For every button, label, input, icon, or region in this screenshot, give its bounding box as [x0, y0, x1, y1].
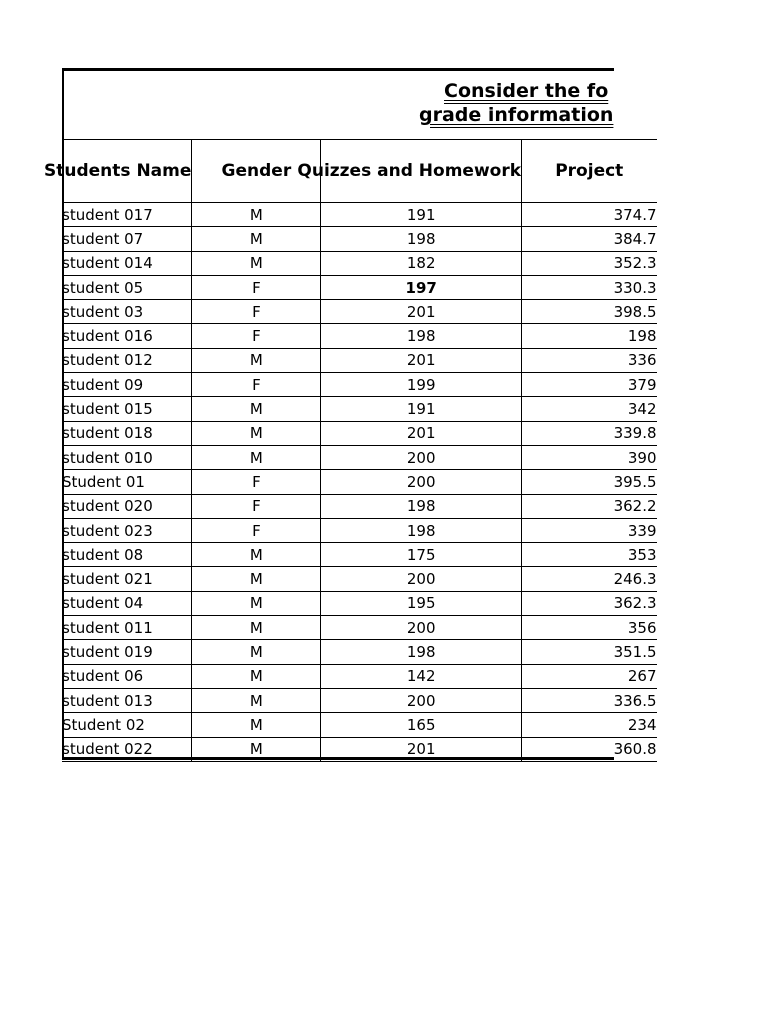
cell-student-name[interactable]: student 015: [62, 397, 192, 421]
cell-student-name[interactable]: student 05: [62, 275, 192, 299]
cell-project[interactable]: 353: [522, 543, 657, 567]
table-row: [62, 421, 657, 445]
cell-gender[interactable]: F: [192, 275, 321, 299]
cell-gender[interactable]: F: [192, 470, 321, 494]
table-row: [62, 713, 657, 737]
table-row: [62, 470, 657, 494]
cell-gender[interactable]: M: [192, 664, 321, 688]
cell-quizzes[interactable]: 200: [321, 567, 522, 591]
column-header-project[interactable]: Project: [522, 140, 657, 203]
cell-quizzes[interactable]: 201: [321, 348, 522, 372]
cell-student-name[interactable]: student 011: [62, 616, 192, 640]
table-row: [62, 591, 657, 615]
cell-gender[interactable]: M: [192, 688, 321, 712]
cell-student-name[interactable]: student 06: [62, 664, 192, 688]
cell-project[interactable]: 330.3: [522, 275, 657, 299]
cell-quizzes[interactable]: 198: [321, 227, 522, 251]
cell-project[interactable]: 342: [522, 397, 657, 421]
cell-student-name[interactable]: student 010: [62, 445, 192, 469]
cell-gender[interactable]: M: [192, 445, 321, 469]
cell-student-name[interactable]: student 018: [62, 421, 192, 445]
cell-student-name[interactable]: student 014: [62, 251, 192, 275]
table-row: [62, 494, 657, 518]
table-row: [62, 567, 657, 591]
cell-project[interactable]: 379: [522, 373, 657, 397]
cell-quizzes[interactable]: 200: [321, 688, 522, 712]
cell-quizzes[interactable]: 195: [321, 591, 522, 615]
cell-project[interactable]: 356: [522, 616, 657, 640]
table-title: [62, 70, 614, 139]
cell-project[interactable]: 336.5: [522, 688, 657, 712]
cell-quizzes[interactable]: 191: [321, 203, 522, 227]
cell-student-name[interactable]: student 07: [62, 227, 192, 251]
cell-gender[interactable]: M: [192, 421, 321, 445]
cell-project[interactable]: 384.7: [522, 227, 657, 251]
header-row: [62, 140, 657, 203]
column-header-name[interactable]: Students Name: [62, 140, 192, 203]
cell-gender[interactable]: M: [192, 251, 321, 275]
cell-quizzes[interactable]: 200: [321, 616, 522, 640]
cell-student-name[interactable]: student 020: [62, 494, 192, 518]
cell-quizzes[interactable]: 198: [321, 324, 522, 348]
cell-project[interactable]: 198: [522, 324, 657, 348]
cell-project[interactable]: 246.3: [522, 567, 657, 591]
cell-project[interactable]: 336: [522, 348, 657, 372]
cell-gender[interactable]: F: [192, 518, 321, 542]
cell-gender[interactable]: M: [192, 591, 321, 615]
table-row: [62, 397, 657, 421]
cell-quizzes[interactable]: 165: [321, 713, 522, 737]
cell-student-name[interactable]: student 04: [62, 591, 192, 615]
cell-project[interactable]: 390: [522, 445, 657, 469]
cell-quizzes[interactable]: 182: [321, 251, 522, 275]
cell-project[interactable]: 234: [522, 713, 657, 737]
cell-project[interactable]: 267: [522, 664, 657, 688]
cell-quizzes[interactable]: 198: [321, 494, 522, 518]
table-row: [62, 348, 657, 372]
table-row: [62, 275, 657, 299]
cell-quizzes[interactable]: 201: [321, 737, 522, 761]
table-row: [62, 640, 657, 664]
title-line-2: grade information: [419, 104, 614, 126]
cell-quizzes[interactable]: 201: [321, 300, 522, 324]
cell-gender[interactable]: M: [192, 227, 321, 251]
cell-gender[interactable]: M: [192, 203, 321, 227]
cell-gender[interactable]: M: [192, 616, 321, 640]
cell-student-name[interactable]: student 017: [62, 203, 192, 227]
cell-student-name[interactable]: student 023: [62, 518, 192, 542]
cell-student-name[interactable]: student 019: [62, 640, 192, 664]
column-header-gender[interactable]: Gender: [192, 140, 321, 203]
cell-gender[interactable]: M: [192, 397, 321, 421]
cell-project[interactable]: 360.8: [522, 737, 657, 761]
table-row: [62, 300, 657, 324]
cell-student-name[interactable]: student 03: [62, 300, 192, 324]
table-row: [62, 543, 657, 567]
cell-gender[interactable]: M: [192, 348, 321, 372]
cell-student-name[interactable]: Student 01: [62, 470, 192, 494]
table-row: [62, 227, 657, 251]
cell-student-name[interactable]: student 013: [62, 688, 192, 712]
cell-gender[interactable]: M: [192, 737, 321, 761]
cell-gender[interactable]: M: [192, 567, 321, 591]
cell-project[interactable]: 351.5: [522, 640, 657, 664]
cell-gender[interactable]: F: [192, 373, 321, 397]
cell-gender[interactable]: M: [192, 640, 321, 664]
cell-project[interactable]: 395.5: [522, 470, 657, 494]
cell-gender[interactable]: M: [192, 543, 321, 567]
table-row: [62, 737, 657, 761]
table-row: [62, 664, 657, 688]
cell-student-name[interactable]: student 012: [62, 348, 192, 372]
cell-project[interactable]: 374.7: [522, 203, 657, 227]
table-row: [62, 251, 657, 275]
cell-quizzes[interactable]: 197: [321, 275, 522, 299]
table-row: [62, 324, 657, 348]
cell-student-name[interactable]: student 022: [62, 737, 192, 761]
cell-quizzes[interactable]: 200: [321, 470, 522, 494]
cell-quizzes[interactable]: 198: [321, 640, 522, 664]
cell-student-name[interactable]: student 021: [62, 567, 192, 591]
cell-project[interactable]: 339.8: [522, 421, 657, 445]
grades-table: [44, 139, 657, 762]
table-row: [62, 203, 657, 227]
cell-quizzes[interactable]: 200: [321, 445, 522, 469]
cell-project[interactable]: 398.5: [522, 300, 657, 324]
cell-student-name[interactable]: student 08: [62, 543, 192, 567]
cell-quizzes[interactable]: 191: [321, 397, 522, 421]
cell-quizzes[interactable]: 198: [321, 518, 522, 542]
cell-gender[interactable]: M: [192, 713, 321, 737]
table-body: [62, 203, 657, 762]
cell-project[interactable]: 362.2: [522, 494, 657, 518]
cell-project[interactable]: 339: [522, 518, 657, 542]
cell-student-name[interactable]: student 016: [62, 324, 192, 348]
cell-project[interactable]: 362.3: [522, 591, 657, 615]
cell-student-name[interactable]: student 09: [62, 373, 192, 397]
table-row: [62, 373, 657, 397]
cell-project[interactable]: 352.3: [522, 251, 657, 275]
cell-quizzes[interactable]: 199: [321, 373, 522, 397]
title-line-1: Consider the fo: [444, 80, 609, 102]
cell-student-name[interactable]: Student 02: [62, 713, 192, 737]
table-row: [62, 688, 657, 712]
table-row: [62, 445, 657, 469]
cell-quizzes[interactable]: 142: [321, 664, 522, 688]
cell-quizzes[interactable]: 201: [321, 421, 522, 445]
cell-gender[interactable]: F: [192, 494, 321, 518]
cell-gender[interactable]: F: [192, 300, 321, 324]
column-header-quizzes[interactable]: Quizzes and Homework: [321, 140, 522, 203]
cell-quizzes[interactable]: 175: [321, 543, 522, 567]
table-row: [62, 616, 657, 640]
cell-gender[interactable]: F: [192, 324, 321, 348]
table-row: [62, 518, 657, 542]
